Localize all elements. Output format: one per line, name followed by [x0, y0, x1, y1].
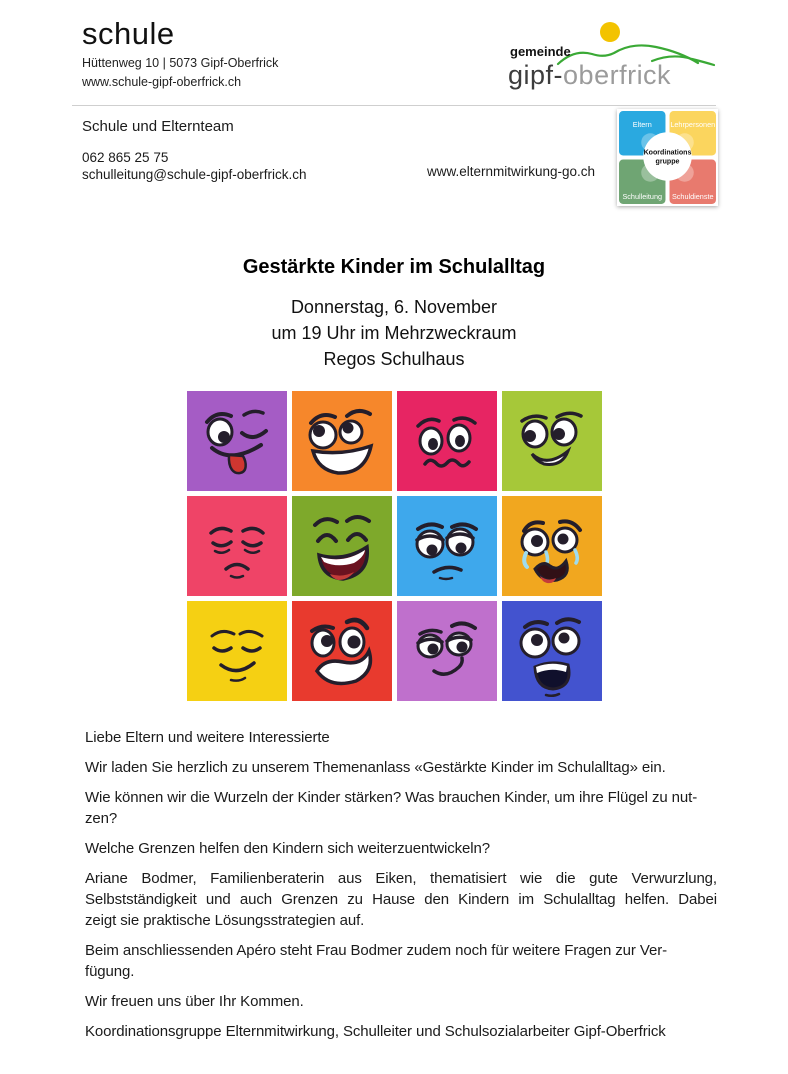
- paragraph-line: Welche Grenzen helfen den Kindern sich weiterzuentwickeln?: [85, 840, 490, 857]
- face-tile-shocked: [502, 601, 602, 701]
- municipality-name-light: oberfrick: [563, 60, 672, 90]
- paragraph: [85, 727, 717, 748]
- nervous-face-icon: [397, 391, 497, 491]
- quadrant-label-2: Schulleitung: [622, 191, 663, 201]
- smug-face-icon: [397, 601, 497, 701]
- shocked-face-icon: [502, 601, 602, 701]
- quadrant-label-1: Lehrpersonen: [670, 120, 716, 130]
- face-tile-happy-open: [292, 391, 392, 491]
- event-when-line: Regos Schulhaus: [323, 349, 465, 369]
- sad-closed-face-icon: [187, 496, 287, 596]
- contact-phone: 062 865 25 75: [82, 150, 169, 165]
- contact-team: Schule und Elternteam: [82, 118, 234, 135]
- wink-tongue-face-icon: [187, 391, 287, 491]
- coord-center-line1: Koordinations: [643, 149, 692, 157]
- header: [0, 0, 788, 96]
- municipality-label: gemeinde: [510, 44, 571, 59]
- contact-email: schulleitung@schule-gipf-oberfrick.ch: [82, 167, 307, 182]
- paragraph-line: Selbstständigkeit und auch Grenzen zu Hause den Kindern im Schulalltag helfen. Dabei: [85, 891, 717, 908]
- school-address: Hüttenweg 10 | 5073 Gipf-Oberfrick: [82, 56, 279, 70]
- paragraph-line: Wir freuen uns über Ihr Kommen.: [85, 993, 304, 1010]
- paragraph-line: zen?: [85, 810, 118, 827]
- paragraph-line: Ariane Bodmer, Familienberaterin aus Eiken, thematisiert wie die gute Verwurzlung,: [85, 870, 717, 887]
- face-tile-hopeful: [502, 391, 602, 491]
- paragraph-line: zeigt sie praktische Lösungsstrategien auf.: [85, 912, 365, 929]
- municipality-name-dark: gipf-: [508, 60, 564, 90]
- event-when-line: um 19 Uhr im Mehrzweckraum: [271, 323, 517, 343]
- body-text: [85, 727, 717, 1042]
- face-tile-wink-tongue: [187, 391, 287, 491]
- municipality-name: [508, 60, 671, 90]
- paragraph-line: Wie können wir die Wurzeln der Kinder stärken? Was brauchen Kinder, um ihre Flügel zu nut-: [85, 789, 698, 806]
- mood-face-grid: [187, 391, 602, 701]
- paragraph-line: Beim anschliessenden Apéro steht Frau Bodmer zudem noch für weitere Fragen zur Ver-: [85, 942, 667, 959]
- crying-face-icon: [502, 496, 602, 596]
- hopeful-face-icon: [502, 391, 602, 491]
- face-tile-nervous: [397, 391, 497, 491]
- event-when-line: Donnerstag, 6. November: [290, 297, 498, 317]
- face-tile-sad-closed: [187, 496, 287, 596]
- happy-open-face-icon: [292, 391, 392, 491]
- school-website: www.schule-gipf-oberfrick.ch: [82, 75, 242, 89]
- mischievous-face-icon: [292, 601, 392, 701]
- signature: Koordinationsgruppe Elternmitwirkung, Schulleiter und Schulsozialarbeiter Gipf-Oberfrick: [85, 1023, 666, 1040]
- peaceful-face-icon: [187, 601, 287, 701]
- face-tile-disappointed: [397, 496, 497, 596]
- elternmitwirkung-website: www.elternmitwirkung-go.ch: [427, 164, 596, 179]
- contact-band: [0, 106, 788, 229]
- paragraph-line: Wir laden Sie herzlich zu unserem Themenanlass «Gestärkte Kinder im Schulalltag» ein.: [85, 759, 666, 776]
- paragraph: [85, 757, 717, 778]
- face-tile-smug: [397, 601, 497, 701]
- paragraph: [85, 991, 717, 1012]
- school-logo: [82, 16, 278, 96]
- paragraph: [85, 787, 717, 829]
- face-tile-peaceful: [187, 601, 287, 701]
- paragraph: [85, 868, 717, 931]
- coord-center-line2: gruppe: [655, 158, 680, 166]
- face-tile-laughing: [292, 496, 392, 596]
- quadrant-label-3: Schuldienste: [671, 191, 714, 201]
- face-tile-mischievous: [292, 601, 392, 701]
- event-when: [0, 294, 788, 372]
- disappointed-face-icon: [397, 496, 497, 596]
- laughing-face-icon: [292, 496, 392, 596]
- quadrant-label-0: Eltern: [632, 120, 652, 130]
- school-logo-text: schule: [82, 16, 175, 51]
- paragraph-line: fügung.: [85, 963, 135, 980]
- paragraph: [85, 838, 717, 859]
- municipality-logo: [508, 16, 718, 96]
- event-title: Gestärkte Kinder im Schulalltag: [242, 256, 546, 278]
- paragraph-line: Liebe Eltern und weitere Interessierte: [85, 729, 330, 746]
- coordination-group-logo: [617, 109, 718, 206]
- face-tile-crying: [502, 496, 602, 596]
- paragraph: [85, 940, 717, 982]
